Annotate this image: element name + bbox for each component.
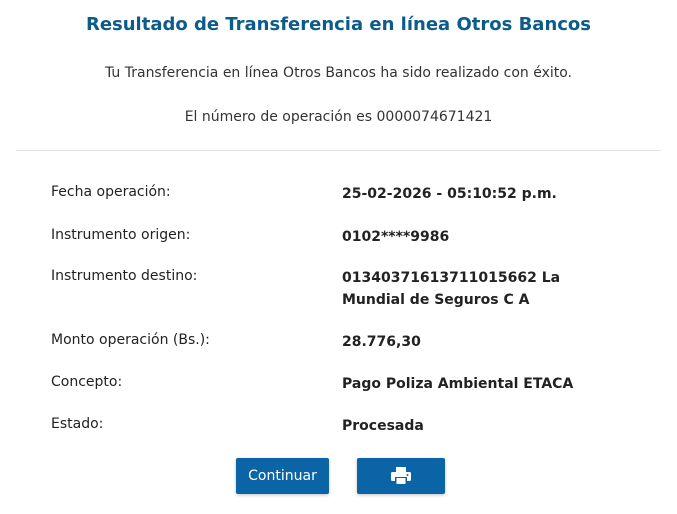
detail-value: 0102****9986 [342,229,450,245]
detail-value: 01340371613711015662 La Mundial de Seguros C A [342,270,561,308]
operation-number-message: El número de operación es 0000074671421 [184,109,493,125]
detail-label: Estado: [51,416,104,432]
continue-button[interactable]: Continuar [236,458,329,494]
detail-label: Monto operación (Bs.): [51,332,210,348]
print-button[interactable] [357,458,445,494]
detail-label: Concepto: [51,374,123,390]
detail-value: Pago Poliza Ambiental ETACA [342,376,574,392]
detail-value: 28.776,30 [342,334,421,350]
divider [16,150,661,151]
detail-label: Fecha operación: [51,184,171,200]
page-title: Resultado de Transferencia en línea Otros Bancos [85,14,592,35]
detail-value: 25-02-2026 - 05:10:52 p.m. [342,186,557,202]
detail-value: Procesada [342,418,424,434]
printer-icon [390,466,412,486]
detail-label: Instrumento destino: [51,268,198,284]
success-message: Tu Transferencia en línea Otros Bancos ha sido realizado con éxito. [104,65,573,81]
detail-label: Instrumento origen: [51,227,191,243]
